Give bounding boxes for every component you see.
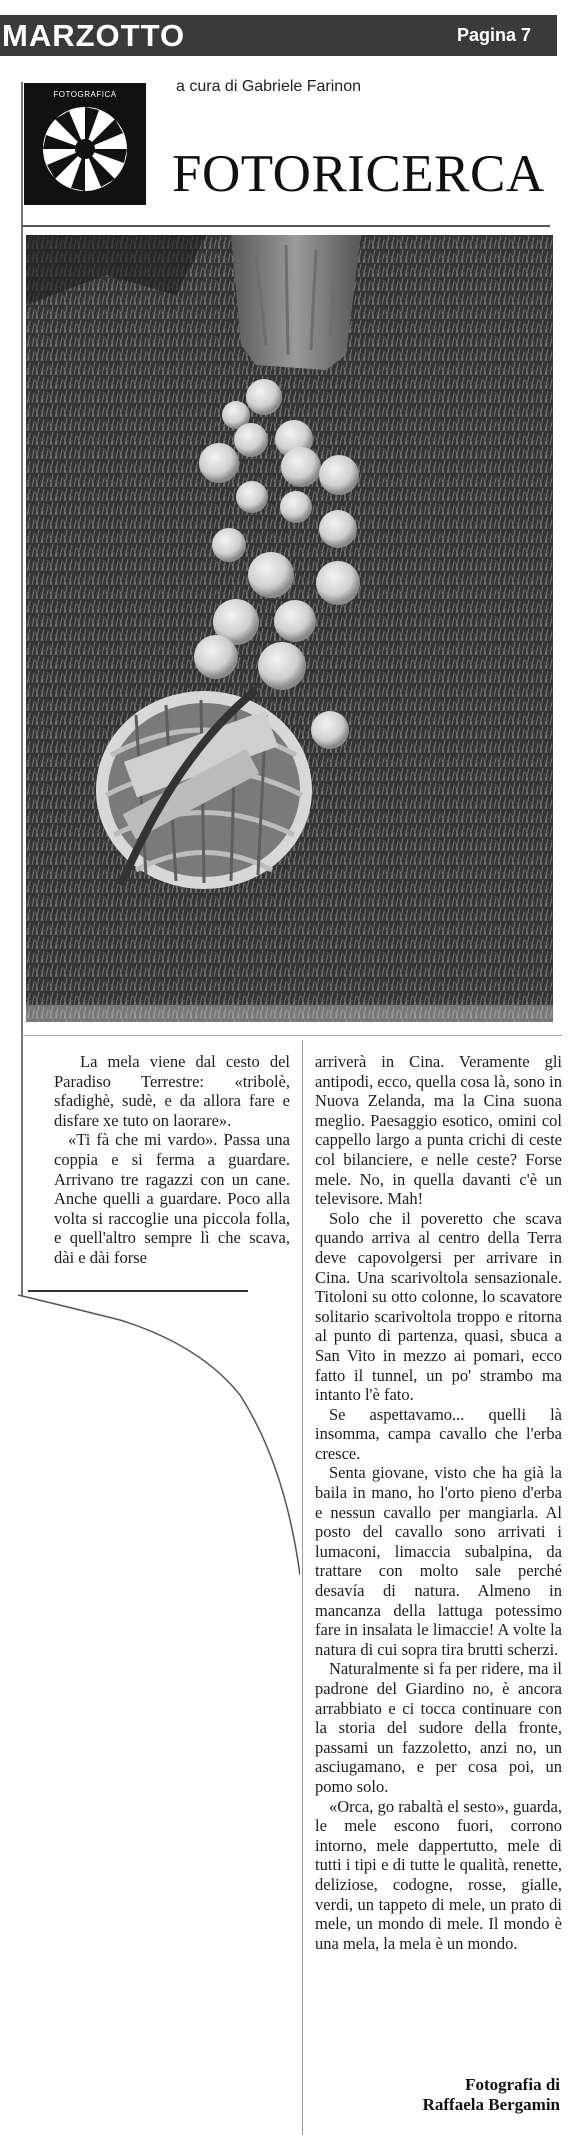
brand-name: MARZOTTO <box>2 18 186 53</box>
article-column-left <box>54 1052 290 1268</box>
aperture-icon <box>41 105 129 193</box>
title-rule <box>22 225 550 227</box>
paragraph: «Orca, go rabaltà el sesto», guarda, le mele escono fuori, corrono intorno, mele dappertutto, mele di tutti i tipi e di tutte le qualità, renette, deliziose, codogne, rosse, gialle, verdi, un tappeto di mele, un prato di mele, un mondo di mele. Il mondo è una mela, la mela è un mondo. <box>315 1796 562 1953</box>
torn-paper-edge <box>0 1275 300 2135</box>
fotografica-logo <box>24 83 146 205</box>
paragraph: Senta giovane, visto che ha già la baila in mano, ho l'orto pieno d'erba e nessun cavallo per mangiarla. Al posto del cavallo sono arrivati i lumaconi, limaccia subalpina, da trattare con molto sale perché desavía di natura. Almeno in mancanza della lattuga potessimo fare in insalata le limaccie! A volte la natura di cui sopra tira brutti scherzi. <box>315 1463 562 1659</box>
article-column-right <box>315 1052 562 1953</box>
photo-apples-basket <box>26 235 553 1022</box>
column-divider <box>302 1040 303 2135</box>
photo-credit <box>423 2075 560 2115</box>
photo-bottom-rule <box>22 1035 562 1036</box>
page-number: Pagina 7 <box>456 25 531 45</box>
section-title: FOTORICERCA <box>172 145 545 203</box>
paragraph: Se aspettavamo... quelli là insomma, campa cavallo che l'erba cresce. <box>315 1404 562 1463</box>
credit-author: Raffaela Bergamin <box>422 2095 560 2114</box>
wicker-basket <box>102 690 306 885</box>
paragraph: Solo che il poveretto che scava quando arriva al centro della Terra deve capovolgersi per arrivare in Cina. Una scarivoltola sensazionale. Titoloni su otto colonne, lo scavatore solitario scarivoltola troppo e ritorna al punto di partenza, quasi, sbuca a San Vito in mezzo ai pomari, ecco fatto il tunnel, un po' strambo ma intanto l'è fato. <box>315 1208 562 1405</box>
header-bar <box>0 15 557 56</box>
paragraph: Naturalmente si fa per ridere, ma il padrone del Giardino no, è ancora arrabbiato e ci tocca continuare con la storia del sudore della fronte, passami un fazzoletto, anzi no, un asciugamano, e per cosa poi, un pomo solo. <box>315 1659 562 1796</box>
left-border-rule <box>21 82 23 1302</box>
paragraph: La mela viene dal cesto del Paradiso Terrestre: «tribolè, sfadighè, sudè, e da allora fare e disfare xe tuto on laorare». <box>54 1052 290 1130</box>
paragraph: arriverà in Cina. Veramente gli antipodi, ecco, quella cosa là, sono in Nuova Zelanda, ma la Cina suona meglio. Paesaggio esotico, omini col cappello largo a punta crichi di ceste col bilanciere, e nelle ceste? Forse mele. No, in quella davanti c'è un televisore. Mah! <box>315 1052 562 1209</box>
byline: a cura di Gabriele Farinon <box>176 78 361 95</box>
paragraph: «Ti fà che mi vardo». Passa una coppia e si ferma a guardare. Arrivano tre ragazzi con un cane. Anche quelli a guardare. Poco alla volta si raccoglie una piccola folla, e quell'altro sempre lì che scava, dài e dài forse <box>54 1130 290 1267</box>
logo-label: FOTOGRAFICA <box>53 90 117 99</box>
credit-label: Fotografia di <box>465 2075 560 2094</box>
